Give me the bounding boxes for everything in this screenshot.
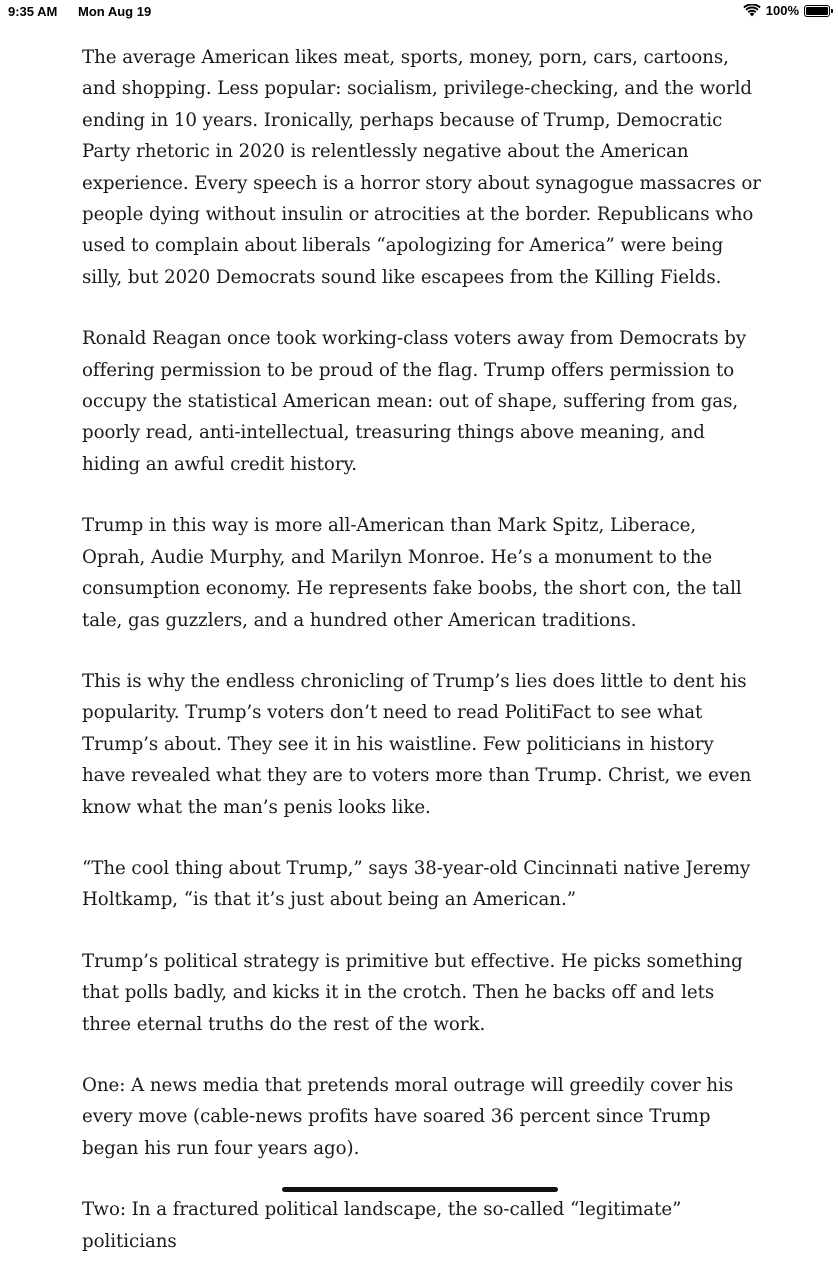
article-paragraph: This is why the endless chronicling of Trump’s lies does little to dent his popularity. Trump’s voters don’t need to read PolitiFact to see what Trump’s about. They see it in his waistline. Few politicians in history have revealed what they are to voters more than Trump. Christ, we even know what the man’s penis looks like. (82, 670, 752, 818)
battery-fill (806, 7, 828, 15)
article-paragraph: The average American likes meat, sports, money, porn, cars, cartoons, and shopping. Less popular: socialism, privilege-checking, and the world ending in 10 years. Ironically, perhaps because of Trump, Democratic Party rhetoric in 2020 is relentlessly negative about the American experience. Every speech is a horror story about synagogue massacres or people dying without insulin or atrocities at the border. Republicans who used to complain about liberals “apologizing for America” were being silly, but 2020 Democrats sound like escapees from the Killing Fields. (82, 47, 761, 288)
status-indicators (743, 3, 830, 18)
article-paragraph: Trump’s political strategy is primitive but effective. He picks something that polls badly, and kicks it in the crotch. Then he backs off and lets three eternal truths do the rest of the work. (82, 950, 743, 1035)
article-paragraph: “The cool thing about Trump,” says 38-year-old Cincinnati native Jeremy Holtkamp, “is that it’s just about being an American.” (82, 857, 751, 911)
battery-icon (804, 5, 830, 17)
article-paragraph: Two: In a fractured political landscape, the so-called “legitimate” politicians (82, 1199, 682, 1252)
article-paragraph: Trump in this way is more all-American than Mark Spitz, Liberace, Oprah, Audie Murphy, and Marilyn Monroe. He’s a monument to the consumption economy. He represents fake boobs, the short con, the tall tale, gas guzzlers, and a hundred other American traditions. (82, 515, 742, 631)
article-body (82, 42, 762, 1287)
article-paragraph: One: A news media that pretends moral outrage will greedily cover his every move (cable-news profits have soared 36 percent since Trump began his run four years ago). (82, 1074, 734, 1159)
status-time: 9:35 AM (8, 4, 58, 19)
article-paragraph: Ronald Reagan once took working-class voters away from Democrats by offering permission to be proud of the flag. Trump offers permission to occupy the statistical American mean: out of shape, suffering from gas, poorly read, anti-intellectual, treasuring things above meaning, and hiding an awful credit history. (82, 328, 747, 475)
wifi-icon (743, 4, 761, 17)
battery-percent: 100% (765, 3, 799, 18)
home-indicator[interactable] (282, 1187, 558, 1192)
status-date: Mon Aug 19 (78, 4, 152, 19)
status-bar (0, 0, 838, 24)
